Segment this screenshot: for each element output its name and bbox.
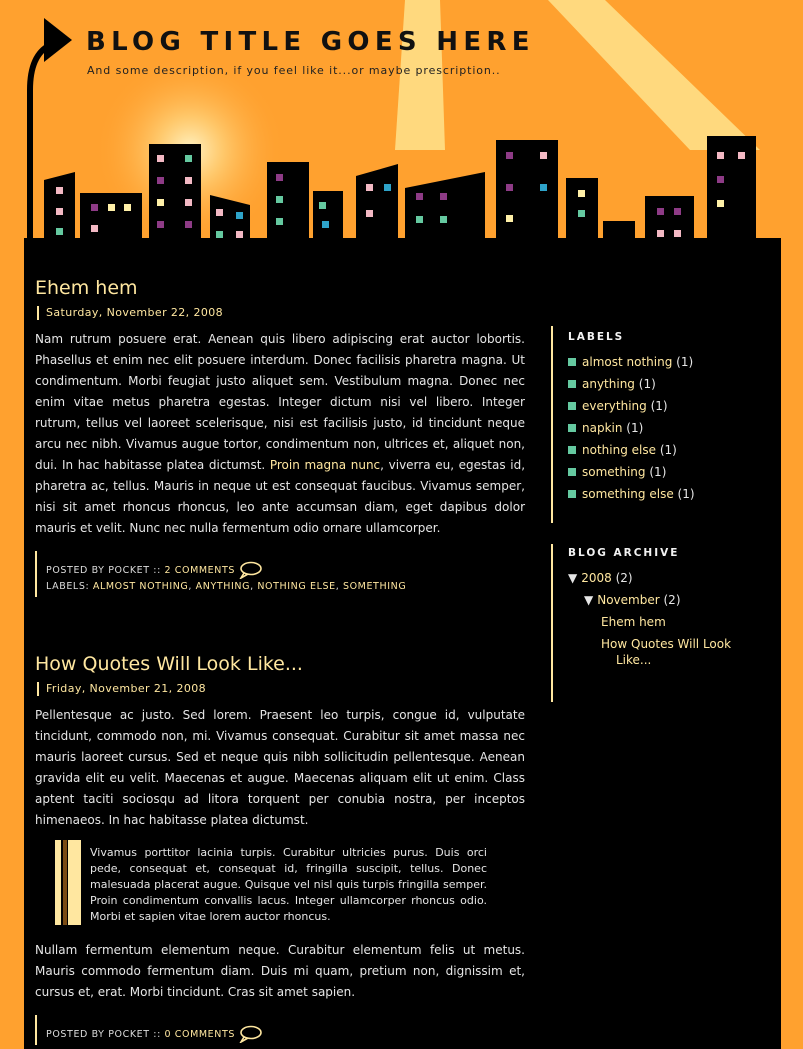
label-link[interactable]: almost nothing: [582, 355, 673, 369]
quote-text: Vivamus porttitor lacinia turpis. Curabitur ultricies purus. Duis orci pede, consequat et, consequat id, fringilla suscipit, tellus. Donec malesuada placerat augue. Quisque vel nisl quis turpis fringilla semper. Proin condimentum convallis lacus. Integer ullamcorper rhoncus odio. Morbi et sapien vitae lorem auctor rhoncus.: [90, 846, 487, 923]
list-item: [568, 461, 773, 483]
quote-bar-icon: [55, 840, 81, 925]
label-count: (1): [626, 421, 644, 435]
posted-by-text: POSTED BY POCKET ::: [46, 565, 165, 576]
post-footer: POSTED BY POCKET :: 2 COMMENTS LABELS: ALMOST NOTHING, ANYTHING, NOTHING ELSE, SOMETHING: [35, 551, 525, 597]
comments-link[interactable]: 2 COMMENTS: [164, 565, 236, 576]
label-link[interactable]: something else: [582, 487, 674, 501]
blog-header: [0, 0, 803, 246]
blog-title[interactable]: BLOG TITLE GOES HERE: [86, 27, 535, 57]
list-item: [568, 373, 773, 395]
list-item: [568, 395, 773, 417]
post: [35, 276, 525, 597]
list-item: [568, 351, 773, 373]
archive-post: [568, 636, 741, 668]
label-count: (1): [659, 443, 677, 457]
square-bullet-icon: [568, 402, 576, 410]
square-bullet-icon: [568, 446, 576, 454]
archive-post: [568, 611, 773, 633]
post-date: Saturday, November 22, 2008: [37, 306, 525, 320]
list-item: [568, 483, 773, 505]
post-label-link[interactable]: ANYTHING: [195, 581, 251, 592]
list-item: [568, 439, 773, 461]
label-count: (1): [638, 377, 656, 391]
post-label-link[interactable]: NOTHING ELSE: [257, 581, 336, 592]
label-link[interactable]: napkin: [582, 421, 623, 435]
archive-post-link[interactable]: Ehem hem: [601, 615, 666, 629]
post-label-link[interactable]: ALMOST NOTHING: [92, 581, 189, 592]
label-count: (1): [676, 355, 694, 369]
post-footer: [35, 1015, 525, 1045]
archive-widget-title: BLOG ARCHIVE: [568, 547, 680, 559]
post-inline-link[interactable]: Proin magna nunc: [269, 458, 381, 472]
post-text: Pellentesque ac justo. Sed lorem. Praesent leo turpis, congue id, vulputate tincidunt, commodo non, mi. Vivamus consequat. Curabitur sit amet massa nec mauris laoreet cursus. Sed et neque quis nibh sollicitudin pellentesque. Aenean gravida elit eu velit. Maecenas et augue. Maecenas aliquam elit ut enim. Class aptent taciti sociosqu ad litora torquent per conubia nostra, per inceptos himenaeos. In hac habitasse platea dictumst.: [35, 708, 525, 827]
triangle-down-icon[interactable]: ▼: [568, 571, 578, 585]
labels-widget-title: LABELS: [568, 331, 625, 343]
content-wrapper: [24, 246, 781, 1049]
comment-bubble-icon[interactable]: [238, 561, 262, 579]
archive-month-link[interactable]: November: [597, 593, 660, 607]
post-label-link[interactable]: SOMETHING: [342, 581, 407, 592]
square-bullet-icon: [568, 468, 576, 476]
label-link[interactable]: nothing else: [582, 443, 656, 457]
post: [35, 652, 525, 1045]
blog-description: And some description, if you feel like it...or maybe prescription..: [87, 64, 501, 77]
archive-year-link[interactable]: 2008: [581, 571, 612, 585]
labels-prefix: LABELS:: [46, 581, 93, 592]
list-item: [568, 417, 773, 439]
post-text: , viverra eu, egestas id, pharetra ac, tellus. Mauris in neque ut est consequat faucibus. Vivamus semper, nisi sit amet rhoncus rhoncus, leo ante accumsan diam, eget dapibus dolor mauris et velit. Nunc nec nulla fermentum odio ornare ullamcorper.: [35, 458, 526, 535]
post-body: [35, 329, 525, 539]
label-count: (1): [649, 465, 667, 479]
archive-year-count: (2): [615, 571, 633, 585]
label-link[interactable]: anything: [582, 377, 635, 391]
comments-link[interactable]: 0 COMMENTS: [164, 1029, 236, 1040]
archive-year: [568, 567, 773, 589]
post-title[interactable]: How Quotes Will Look Like...: [35, 653, 303, 675]
comment-bubble-icon[interactable]: [238, 1025, 262, 1043]
archive-widget: [551, 544, 773, 702]
post-text: Nullam fermentum elementum neque. Curabitur elementum felis ut metus. Mauris commodo fermentum diam. Duis mi quam, pretium non, dignissim et, cursus et, erat. Morbi tincidunt. Cras sit amet sapien.: [35, 943, 525, 999]
post-body: [35, 705, 525, 1003]
label-link[interactable]: everything: [582, 399, 647, 413]
archive-post-link[interactable]: How Quotes Will Look Like...: [601, 637, 732, 667]
label-count: (1): [650, 399, 668, 413]
post-text: Nam rutrum posuere erat. Aenean quis libero adipiscing erat auctor lobortis. Phasellus et enim nec elit posuere interdum. Donec facilisis pharetra magna. Ut condimentum. Morbi feugiat justo aliquet sem. Vestibulum magna. Donec nec enim vitae metus pharetra egestas. Integer dictum nisi vel libero. Integer rutrum, tellus vel laoreet scelerisque, nisi est facilisis justo, id tincidunt neque arcu nec nibh. Vivamus augue tortor, condimentum non, ultrices et, aliquet non, dui. In hac habitasse platea dictumst.: [35, 332, 525, 472]
archive-tree: [568, 567, 773, 668]
labels-widget: [551, 326, 773, 523]
square-bullet-icon: [568, 358, 576, 366]
label-link[interactable]: something: [582, 465, 646, 479]
square-bullet-icon: [568, 424, 576, 432]
post-date: Friday, November 21, 2008: [37, 682, 525, 696]
triangle-down-icon[interactable]: ▼: [584, 593, 594, 607]
post-title[interactable]: Ehem hem: [35, 277, 138, 299]
blockquote: [55, 845, 487, 930]
square-bullet-icon: [568, 490, 576, 498]
posted-by-text: POSTED BY POCKET ::: [46, 1029, 165, 1040]
archive-month: [568, 589, 773, 611]
archive-month-count: (2): [663, 593, 681, 607]
labels-list: [568, 351, 773, 505]
square-bullet-icon: [568, 380, 576, 388]
label-count: (1): [677, 487, 695, 501]
